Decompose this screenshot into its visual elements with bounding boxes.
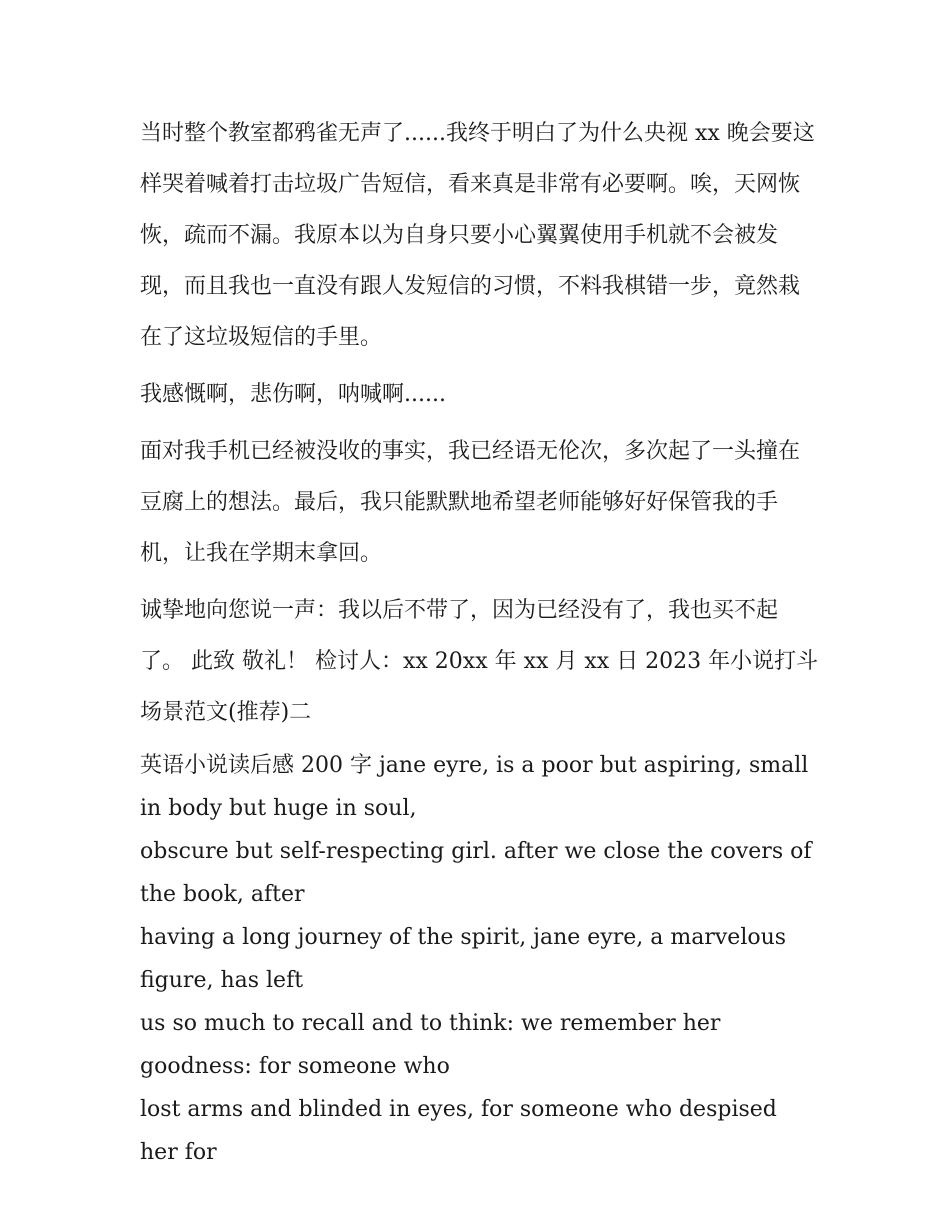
- paragraph-lament: 我感慨啊，悲伤啊，呐喊啊......: [140, 382, 446, 407]
- paragraph-jane-eyre-intro: 英语小说读后感 200 字 jane eyre, is a poor but aspiring, small in body but huge in soul,: [140, 753, 809, 821]
- paragraph-classroom-silence: 当时整个教室都鸦雀无声了......我终于明白了为什么央视 xx 晚会要这样哭着喊着打击垃圾广告短信，看来真是非常有必要啊。唉，天网恢恢，疏而不漏。我原本以为自身只要小心翼翼使用手机就不会被发现，而且我也一直没有跟人发短信的习惯，不料我棋错一步，竟然栽在了这垃圾短信的手里。: [140, 121, 815, 350]
- paragraph-phone-confiscated: 面对我手机已经被没收的事实，我已经语无伦次，多次起了一头撞在豆腐上的想法。最后，我只能默默地希望老师能够好好保管我的手机，让我在学期末拿回。: [140, 439, 801, 566]
- document-body: [140, 108, 820, 1174]
- paragraph-jane-eyre-line-2: obscure but self-respecting girl. after we close the covers of the book, after: [140, 839, 812, 907]
- paragraph-jane-eyre-line-4: us so much to recall and to think: we remember her goodness: for someone who: [140, 1011, 721, 1079]
- paragraph-apology-signoff: 诚挚地向您说一声：我以后不带了，因为已经没有了，我也买不起了。 此致 敬礼！ 检讨人：xx 20xx 年 xx 月 xx 日 2023 年小说打斗场景范文(推荐)二: [140, 598, 819, 725]
- paragraph-jane-eyre-line-5: lost arms and blinded in eyes, for someone who despised her for: [140, 1097, 777, 1165]
- paragraph-jane-eyre-line-3: having a long journey of the spirit, jane eyre, a marvelous figure, has left: [140, 925, 787, 993]
